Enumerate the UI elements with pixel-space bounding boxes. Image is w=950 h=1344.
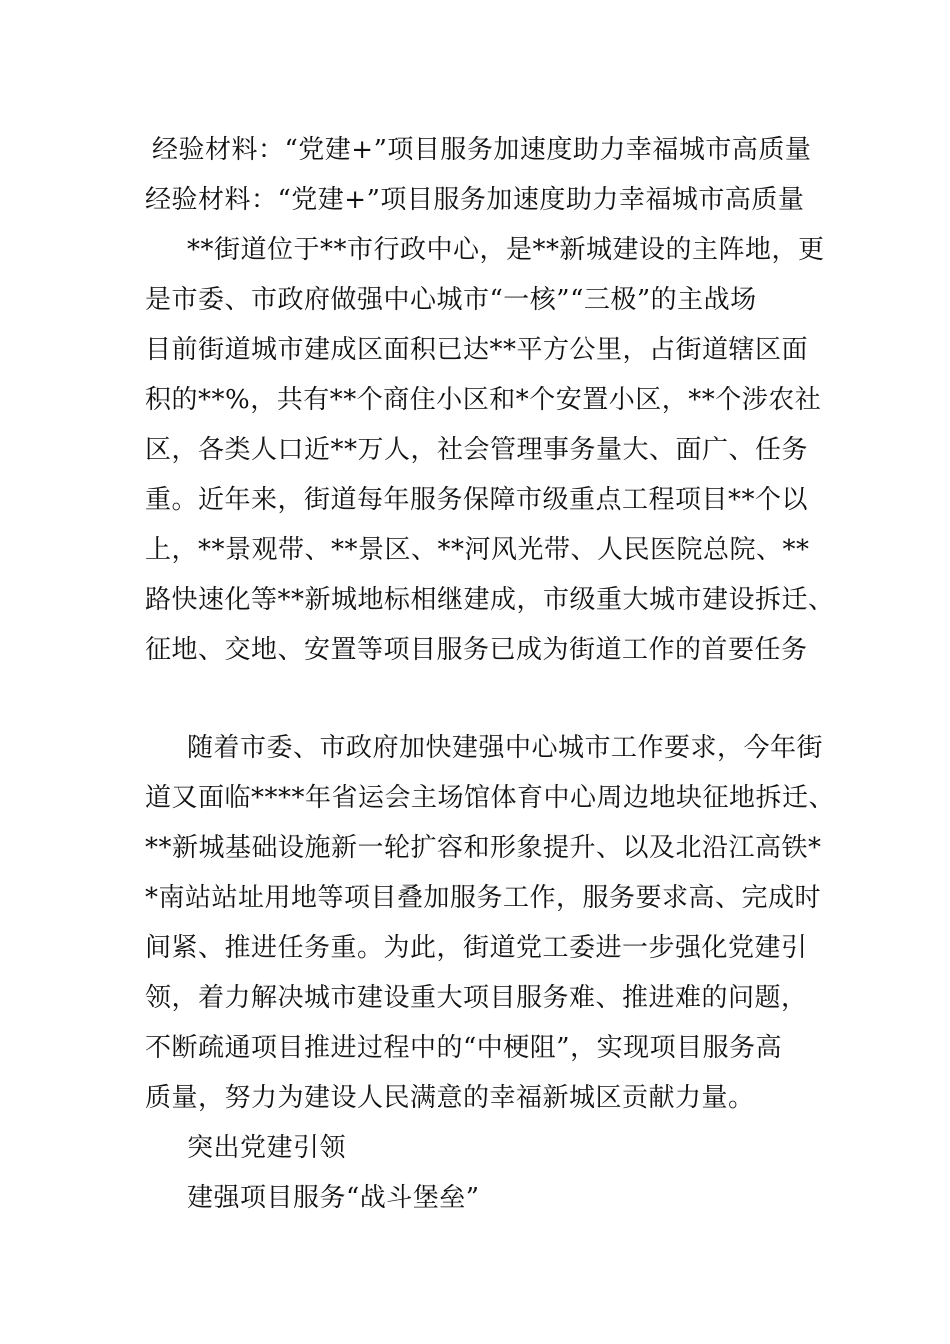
paragraph-line: 征地、交地、安置等项目服务已成为街道工作的首要任务 [145,635,808,665]
paragraph-line: 质量，努力为建设人民满意的幸福新城区贡献力量。 [145,1083,755,1113]
paragraph-line: *南站站址用地等项目叠加服务工作，服务要求高、完成时 [145,883,822,913]
paragraph-line: 目前街道城市建成区面积已达**平方公里，占街道辖区面 [145,335,809,365]
paragraph-line: **街道位于**市行政中心，是**新城建设的主阵地，更 [187,235,825,265]
paragraph-line: 是市委、市政府做强中心城市“一核”“三极”的主战场 [145,285,757,315]
document-title-line-1: 经验材料：“党建+”项目服务加速度助力幸福城市高质量 [152,135,812,165]
paragraph-line: 积的**%，共有**个商住小区和*个安置小区，**个涉农社 [145,385,822,415]
paragraph-line: 间紧、推进任务重。为此，街道党工委进一步强化党建引 [145,933,808,963]
paragraph-line: 路快速化等**新城地标相继建成，市级重大城市建设拆迁、 [145,585,835,615]
paragraph-line: 区，各类人口近**万人，社会管理事务量大、面广、任务 [145,435,809,465]
paragraph-line: 上，**景观带、**景区、**河风光带、人民医院总院、** [145,535,810,565]
paragraph-line: 重。近年来，街道每年服务保障市级重点工程项目**个以 [145,485,809,515]
document-title-line-2: 经验材料：“党建+”项目服务加速度助力幸福城市高质量 [145,185,805,215]
section-heading-1: 突出党建引领 [187,1133,347,1163]
paragraph-line: 不断疏通项目推进过程中的“中梗阻”，实现项目服务高 [145,1033,783,1063]
paragraph-line: **新城基础设施新一轮扩容和形象提升、以及北沿江高铁* [145,833,822,863]
paragraph-line: 领，着力解决城市建设重大项目服务难、推进难的问题， [145,983,808,1013]
paragraph-line: 道又面临****年省运会主场馆体育中心周边地块征地拆迁、 [145,783,836,813]
section-heading-2: 建强项目服务“战斗堡垒” [187,1183,480,1213]
paragraph-line: 随着市委、市政府加快建强中心城市工作要求，今年街 [187,733,824,763]
